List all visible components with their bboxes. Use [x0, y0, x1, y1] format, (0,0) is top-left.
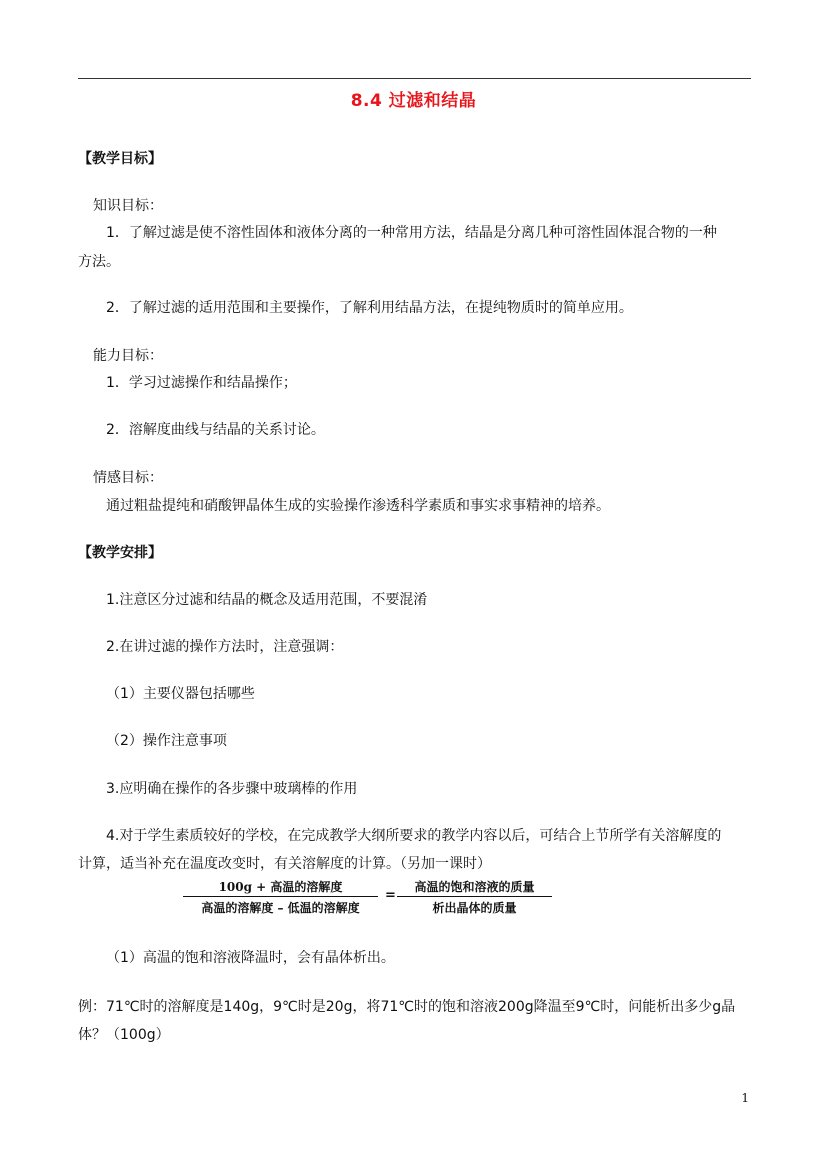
formula-right-numerator: 高温的饱和溶液的质量: [414, 880, 535, 894]
formula-equals-sign: =: [385, 888, 396, 903]
arrangement-item-4-line-2: 计算，适当补充在温度改变时，有关溶解度的计算。（另加一课时）: [78, 856, 491, 872]
case-1-text: （1）高温的饱和溶液降温时，会有晶体析出。: [106, 950, 395, 966]
formula-right-fraction: [397, 876, 552, 918]
page-number: 1: [741, 1091, 749, 1105]
arrangement-item-2: 2.在讲过滤的操作方法时，注意强调：: [106, 639, 344, 655]
ability-goals-heading: 能力目标：: [93, 348, 163, 364]
section-heading-arrangement: 【教学安排】: [78, 545, 162, 561]
formula-right-denominator: 析出晶体的质量: [432, 901, 517, 915]
knowledge-item-1-line-1: 1．了解过滤是使不溶性固体和液体分离的一种常用方法，结晶是分离几种可溶性固体混合物的一种: [106, 225, 717, 241]
knowledge-item-2: 2．了解过滤的适用范围和主要操作，了解利用结晶方法，在提纯物质时的简单应用。: [106, 300, 633, 316]
header-rule: [78, 78, 751, 79]
solubility-formula: [183, 876, 553, 918]
formula-right-fraction-bar: [397, 896, 552, 897]
section-heading-goals: 【教学目标】: [78, 151, 162, 167]
knowledge-item-1-line-2: 方法。: [78, 254, 120, 270]
example-line-2: 体？（100g）: [78, 1027, 170, 1043]
example-line-1: 例：71℃时的溶解度是140g，9℃时是20g，将71℃时的饱和溶液200g降温至9℃时，问能析出多少g晶: [78, 999, 736, 1015]
arrangement-item-3: 3.应明确在操作的各步骤中玻璃棒的作用: [106, 781, 358, 797]
knowledge-goals-heading: 知识目标：: [93, 198, 163, 214]
formula-left-fraction-bar: [183, 896, 378, 897]
arrangement-sub-2: （2）操作注意事项: [106, 733, 227, 749]
arrangement-sub-1: （1）主要仪器包括哪些: [106, 686, 255, 702]
page-title: 8.4 过滤和结晶: [350, 91, 477, 111]
formula-left-denominator: 高温的溶解度 – 低温的溶解度: [201, 901, 360, 915]
ability-item-2: 2．溶解度曲线与结晶的关系讨论。: [106, 422, 325, 438]
arrangement-item-1: 1.注意区分过滤和结晶的概念及适用范围，不要混淆: [106, 592, 428, 608]
ability-item-1: 1．学习过滤操作和结晶操作；: [106, 375, 297, 391]
formula-left-numerator: 100g + 高温的溶解度: [218, 880, 343, 894]
emotion-goals-text: 通过粗盐提纯和硝酸钾晶体生成的实验操作渗透科学素质和事实求事精神的培养。: [106, 498, 610, 514]
emotion-goals-heading: 情感目标：: [93, 470, 163, 486]
formula-left-fraction: [183, 876, 378, 918]
arrangement-item-4-line-1: 4.对于学生素质较好的学校，在完成教学大纲所要求的教学内容以后，可结合上节所学有关溶解度的: [106, 828, 722, 844]
